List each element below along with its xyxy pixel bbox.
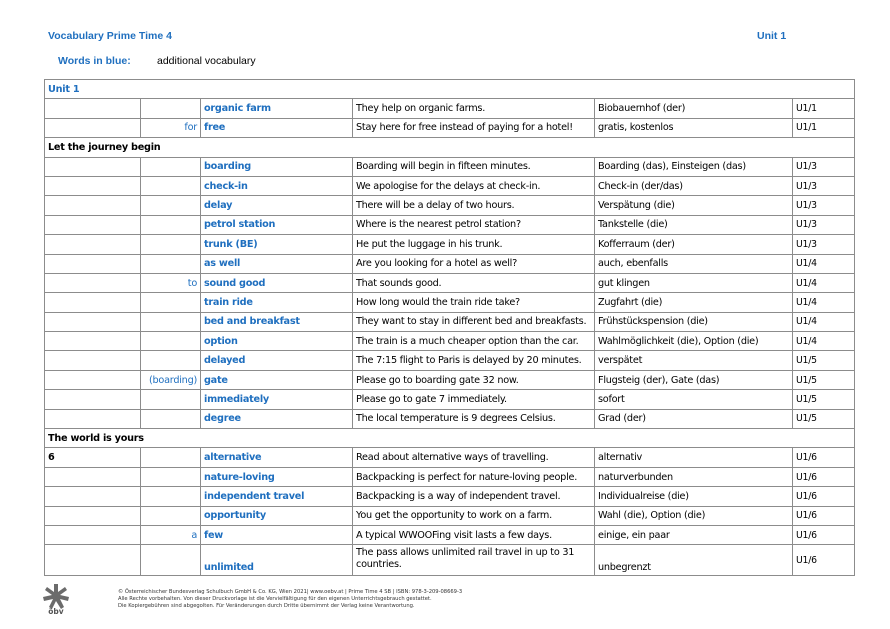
translation-cell: Kofferraum (der) — [595, 235, 793, 254]
prefix-cell — [141, 293, 201, 312]
table-row — [45, 312, 855, 331]
empty-cell — [45, 332, 141, 351]
empty-cell — [45, 118, 141, 137]
unit-ref-cell: U1/4 — [793, 293, 855, 312]
section-row — [45, 429, 855, 448]
word-cell: boarding — [201, 157, 353, 176]
unit-ref-cell: U1/6 — [793, 448, 855, 467]
prefix-cell — [141, 545, 201, 576]
example-cell: Please go to gate 7 immediately. — [353, 390, 595, 409]
translation-cell: Individualreise (die) — [595, 487, 793, 506]
word-cell: option — [201, 332, 353, 351]
section-row — [45, 138, 855, 157]
table-row — [45, 176, 855, 195]
unit-ref-cell: U1/1 — [793, 118, 855, 137]
empty-cell — [45, 390, 141, 409]
table-row — [45, 487, 855, 506]
empty-cell — [45, 370, 141, 389]
table-row — [45, 467, 855, 486]
empty-cell — [45, 157, 141, 176]
example-cell: Backpacking is perfect for nature-loving people. — [353, 467, 595, 486]
word-cell: gate — [201, 370, 353, 389]
example-cell: Stay here for free instead of paying for a hotel! — [353, 118, 595, 137]
unit-ref-cell: U1/6 — [793, 506, 855, 525]
empty-cell — [45, 293, 141, 312]
section-heading: Let the journey begin — [45, 138, 855, 157]
prefix-cell — [141, 157, 201, 176]
unit-ref-cell: U1/3 — [793, 235, 855, 254]
word-cell: nature-loving — [201, 467, 353, 486]
translation-cell: auch, ebenfalls — [595, 254, 793, 273]
prefix-cell — [141, 332, 201, 351]
word-cell: as well — [201, 254, 353, 273]
empty-cell — [45, 487, 141, 506]
translation-cell: Check-in (der/das) — [595, 176, 793, 195]
example-cell: How long would the train ride take? — [353, 293, 595, 312]
translation-cell: Flugsteig (der), Gate (das) — [595, 370, 793, 389]
empty-cell — [45, 351, 141, 370]
example-cell: We apologise for the delays at check-in. — [353, 176, 595, 195]
example-cell: Backpacking is a way of independent travel. — [353, 487, 595, 506]
prefix-cell: to — [141, 273, 201, 292]
word-cell: petrol station — [201, 215, 353, 234]
table-row — [45, 235, 855, 254]
empty-cell — [45, 545, 141, 576]
translation-cell: Verspätung (die) — [595, 196, 793, 215]
prefix-cell — [141, 390, 201, 409]
translation-cell: verspätet — [595, 351, 793, 370]
example-cell: They want to stay in different bed and breakfasts. — [353, 312, 595, 331]
table-row — [45, 118, 855, 137]
prefix-cell — [141, 409, 201, 428]
logo-text: öbv — [48, 607, 64, 616]
copyright-line: © Österreichischer Bundesverlag Schulbuch GmbH & Co. KG, Wien 2021| www.oebv.at | Prime Time 4 SB | ISBN: 978-3-209-08669-3 — [118, 589, 463, 595]
translation-cell: sofort — [595, 390, 793, 409]
rights-line: Alle Rechte vorbehalten. Von dieser Druckvorlage ist die Vervielfältigung für den eigenen Unterrichtsgebrauch gestattet. — [118, 596, 432, 602]
prefix-cell — [141, 99, 201, 118]
unit-ref-cell: U1/3 — [793, 176, 855, 195]
prefix-cell — [141, 235, 201, 254]
table-row — [45, 215, 855, 234]
empty-cell — [45, 409, 141, 428]
table-row — [45, 332, 855, 351]
unit-ref-cell: U1/4 — [793, 312, 855, 331]
example-cell: The local temperature is 9 degrees Celsius. — [353, 409, 595, 428]
table-row — [45, 545, 855, 576]
table-row — [45, 525, 855, 544]
empty-cell — [45, 273, 141, 292]
prefix-cell — [141, 215, 201, 234]
empty-cell — [45, 506, 141, 525]
prefix-cell — [141, 487, 201, 506]
unit-ref-cell: U1/6 — [793, 467, 855, 486]
example-cell: Are you looking for a hotel as well? — [353, 254, 595, 273]
table-row — [45, 409, 855, 428]
unit-ref-cell: U1/4 — [793, 254, 855, 273]
legend-key: Words in blue: — [58, 55, 131, 67]
unit-ref-cell: U1/6 — [793, 487, 855, 506]
translation-cell: Zugfahrt (die) — [595, 293, 793, 312]
unit-ref-cell: U1/5 — [793, 351, 855, 370]
translation-cell: unbegrenzt — [595, 545, 793, 576]
translation-cell: Boarding (das), Einsteigen (das) — [595, 157, 793, 176]
copyright-notice — [118, 589, 462, 610]
prefix-cell: a — [141, 525, 201, 544]
empty-cell — [45, 235, 141, 254]
fees-line: Die Kopiergebühren sind abgegolten. Für Veränderungen durch Dritte übernimmt der Verlag keine Verantwortung. — [118, 603, 415, 609]
word-cell: train ride — [201, 293, 353, 312]
unit-ref-cell: U1/6 — [793, 525, 855, 544]
prefix-cell — [141, 351, 201, 370]
empty-cell — [45, 176, 141, 195]
unit-ref-cell: U1/3 — [793, 196, 855, 215]
prefix-cell: (boarding) — [141, 370, 201, 389]
word-cell: opportunity — [201, 506, 353, 525]
prefix-cell — [141, 506, 201, 525]
table-row — [45, 448, 855, 467]
example-cell: Boarding will begin in fifteen minutes. — [353, 157, 595, 176]
translation-cell: einige, ein paar — [595, 525, 793, 544]
prefix-cell: for — [141, 118, 201, 137]
unit-ref-cell: U1/1 — [793, 99, 855, 118]
vocabulary-table — [44, 79, 855, 576]
unit-ref-cell: U1/5 — [793, 370, 855, 389]
translation-cell: Wahl (die), Option (die) — [595, 506, 793, 525]
translation-cell: gratis, kostenlos — [595, 118, 793, 137]
word-cell: bed and breakfast — [201, 312, 353, 331]
example-cell: The pass allows unlimited rail travel in up to 31 countries. — [353, 545, 595, 576]
legend-value: additional vocabulary — [157, 55, 256, 67]
table-row — [45, 99, 855, 118]
translation-cell: gut klingen — [595, 273, 793, 292]
example-cell: You get the opportunity to work on a farm. — [353, 506, 595, 525]
prefix-cell — [141, 312, 201, 331]
section-heading: The world is yours — [45, 429, 855, 448]
document-title: Vocabulary Prime Time 4 — [48, 30, 172, 42]
translation-cell: Frühstückspension (die) — [595, 312, 793, 331]
section-heading: Unit 1 — [45, 80, 855, 99]
prefix-cell — [141, 254, 201, 273]
unit-ref-cell: U1/6 — [793, 545, 855, 576]
unit-ref-cell: U1/5 — [793, 390, 855, 409]
empty-cell — [45, 467, 141, 486]
word-cell: free — [201, 118, 353, 137]
example-cell: Please go to boarding gate 32 now. — [353, 370, 595, 389]
prefix-cell — [141, 196, 201, 215]
prefix-cell — [141, 467, 201, 486]
translation-cell: naturverbunden — [595, 467, 793, 486]
example-cell: The 7:15 flight to Paris is delayed by 20 minutes. — [353, 351, 595, 370]
unit-ref-cell: U1/4 — [793, 332, 855, 351]
section-row — [45, 80, 855, 99]
translation-cell: Wahlmöglichkeit (die), Option (die) — [595, 332, 793, 351]
obv-logo — [40, 582, 72, 616]
word-cell: sound good — [201, 273, 353, 292]
example-cell: A typical WWOOFing visit lasts a few days. — [353, 525, 595, 544]
empty-cell — [45, 99, 141, 118]
word-cell: independent travel — [201, 487, 353, 506]
word-cell: delay — [201, 196, 353, 215]
word-cell: degree — [201, 409, 353, 428]
table-row — [45, 273, 855, 292]
translation-cell: Grad (der) — [595, 409, 793, 428]
unit-ref-cell: U1/3 — [793, 157, 855, 176]
unit-label: Unit 1 — [757, 30, 787, 42]
table-row — [45, 390, 855, 409]
word-cell: alternative — [201, 448, 353, 467]
word-cell: few — [201, 525, 353, 544]
unit-ref-cell: U1/4 — [793, 273, 855, 292]
table-row — [45, 293, 855, 312]
example-cell: That sounds good. — [353, 273, 595, 292]
example-cell: The train is a much cheaper option than the car. — [353, 332, 595, 351]
table-row — [45, 506, 855, 525]
word-cell: delayed — [201, 351, 353, 370]
empty-cell — [45, 525, 141, 544]
prefix-cell — [141, 176, 201, 195]
empty-cell — [45, 312, 141, 331]
unit-ref-cell: U1/5 — [793, 409, 855, 428]
word-cell: trunk (BE) — [201, 235, 353, 254]
unit-ref-cell: U1/3 — [793, 215, 855, 234]
table-row — [45, 370, 855, 389]
table-row — [45, 254, 855, 273]
obv-logo-icon — [40, 582, 72, 616]
empty-cell — [45, 196, 141, 215]
example-cell: He put the luggage in his trunk. — [353, 235, 595, 254]
example-cell: They help on organic farms. — [353, 99, 595, 118]
translation-cell: alternativ — [595, 448, 793, 467]
example-cell: There will be a delay of two hours. — [353, 196, 595, 215]
empty-cell — [45, 215, 141, 234]
word-cell: check-in — [201, 176, 353, 195]
table-row — [45, 157, 855, 176]
section-number-cell: 6 — [45, 448, 141, 467]
empty-cell — [45, 254, 141, 273]
prefix-cell — [141, 448, 201, 467]
word-cell: unlimited — [201, 545, 353, 576]
table-row — [45, 196, 855, 215]
example-cell: Where is the nearest petrol station? — [353, 215, 595, 234]
word-cell: immediately — [201, 390, 353, 409]
word-cell: organic farm — [201, 99, 353, 118]
example-cell: Read about alternative ways of travelling. — [353, 448, 595, 467]
table-row — [45, 351, 855, 370]
translation-cell: Tankstelle (die) — [595, 215, 793, 234]
translation-cell: Biobauernhof (der) — [595, 99, 793, 118]
